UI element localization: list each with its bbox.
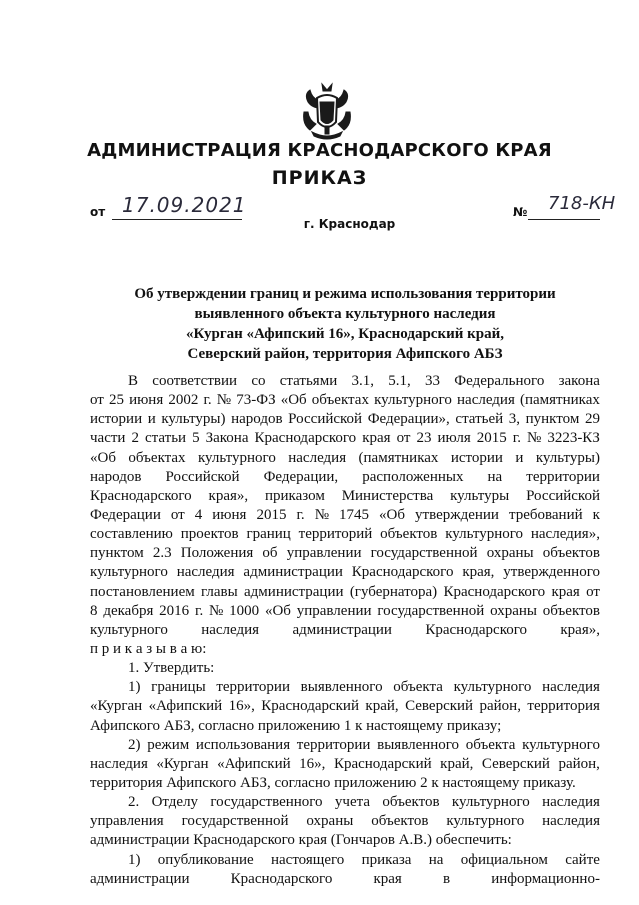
body-word: район,: [479, 698, 521, 715]
title-line: Об утверждении границ и режима использования территории: [134, 286, 556, 302]
body-word: объектах: [128, 449, 186, 466]
body-line: [90, 563, 600, 582]
body-word: администрации: [90, 870, 190, 887]
date-label: от: [90, 205, 106, 219]
body-word: Краснодарский: [333, 755, 432, 772]
body-word: «Об: [90, 449, 116, 466]
body-word: управлении: [286, 545, 362, 562]
body-line: [90, 602, 600, 621]
body-line: [90, 717, 600, 736]
body-word: и: [147, 411, 156, 428]
body-line: [90, 755, 600, 774]
body-line: [90, 487, 600, 506]
body-word: район,: [558, 755, 600, 772]
body-word: объектов: [380, 526, 438, 543]
body-line: [90, 793, 600, 812]
body-word: Федерации: [90, 506, 161, 523]
body-word: г.: [203, 392, 212, 409]
body-word: Краснодарского: [351, 564, 454, 581]
body-line-text: 1. Утвердить:: [128, 660, 215, 677]
body-word: наследия: [542, 794, 600, 811]
body-word: культурного: [451, 794, 530, 811]
body-word: приказом: [265, 487, 325, 504]
body-word: 2016: [159, 602, 190, 619]
body-word: главы: [201, 583, 238, 600]
body-word: 33: [425, 373, 441, 389]
body-word: со: [251, 373, 266, 389]
body-word: 3.1,: [351, 373, 374, 389]
body-word: постановлением: [90, 583, 195, 600]
body-word: Положения: [180, 545, 254, 562]
body-word: 1): [128, 851, 141, 868]
body-word: объекта: [465, 736, 516, 753]
body-word: составлению: [90, 526, 173, 543]
body-word: утверждении: [415, 506, 499, 523]
body-word: государственного: [210, 794, 323, 811]
body-word: 2.3: [152, 545, 172, 562]
body-word: культурного: [446, 813, 525, 830]
body-word: народов: [231, 411, 283, 428]
body-word: настоящего: [270, 851, 345, 868]
body-word: администрации: [243, 564, 343, 581]
body-word: объекта: [393, 679, 443, 696]
body-word: 2: [131, 430, 139, 447]
body-word: №: [526, 430, 542, 447]
body-word: управлении: [296, 602, 372, 619]
body-word: расположенных: [362, 468, 464, 485]
body-word: статьи: [144, 430, 187, 447]
body-word: пунктом: [90, 545, 144, 562]
body-word: 2015: [476, 430, 507, 447]
body-word: №: [209, 602, 224, 619]
title-line: «Курган «Афипский 16», Краснодарский край,: [185, 326, 505, 342]
body-line: [90, 391, 600, 410]
body-word: наследия: [542, 813, 600, 830]
body-word: 2002: [168, 392, 199, 409]
body-word: 16»,: [299, 755, 326, 772]
body-line: [90, 812, 600, 831]
body-word: г.: [296, 506, 305, 523]
body-line: [90, 774, 600, 793]
body-word: Отделу: [151, 794, 199, 811]
body-word: культурного: [522, 736, 600, 753]
body-word: июня: [129, 392, 164, 409]
body-word: режим: [147, 736, 190, 753]
body-word: границ: [246, 526, 291, 543]
body-word: официальном: [460, 851, 548, 868]
body-word: государственной: [370, 545, 478, 562]
body-line: [90, 429, 600, 448]
body-word: культурного: [453, 679, 532, 696]
body-line: [90, 449, 600, 468]
body-word: Российской: [288, 411, 363, 428]
body-word: опубликование: [157, 851, 254, 868]
body-line: [90, 544, 600, 563]
body-word: 5: [192, 430, 200, 447]
body-word: 73-ФЗ: [236, 392, 276, 409]
body-word: от: [170, 506, 185, 523]
body-word: от: [586, 583, 600, 600]
body-word: администрации: [244, 583, 344, 600]
body-word: наследия»,: [530, 526, 600, 543]
body-word: Федерального: [454, 373, 545, 389]
body-word: культурного: [374, 392, 452, 409]
body-line: [90, 410, 600, 429]
title-line: выявленного объекта культурного наследия: [194, 306, 496, 322]
body-word: (памятниках: [519, 392, 600, 409]
body-word: управления: [90, 813, 164, 830]
body-line: [90, 372, 600, 391]
body-word: 25: [108, 392, 124, 409]
body-word: края: [551, 583, 580, 600]
body-word: администрации: [292, 621, 392, 638]
body-line: [90, 678, 600, 697]
body-word: информационно-: [491, 870, 600, 887]
body-line: [90, 525, 600, 544]
body-word: наследия: [176, 564, 235, 581]
body-word: Краснодарский: [261, 698, 359, 715]
body-word: Краснодарского: [90, 487, 192, 504]
body-word: Северский: [405, 698, 474, 715]
body-word: соответствии: [152, 373, 238, 389]
body-word: Краснодарского: [230, 870, 333, 887]
body-word: культурного: [445, 526, 524, 543]
body-word: 3,: [508, 411, 521, 428]
body-word: охраны: [486, 545, 534, 562]
body-word: (памятниках: [358, 449, 439, 466]
body-word: июня: [212, 506, 247, 523]
body-word: 3223-КЗ: [547, 430, 600, 447]
body-word: №: [314, 506, 329, 523]
body-word: 29: [584, 411, 600, 428]
title-line: Северский район, территория Афипского АБЗ: [187, 346, 503, 362]
body-line-text: администрации Краснодарского края (Гончаров А.В.) обеспечить:: [90, 832, 512, 849]
body-word: и: [515, 449, 524, 466]
body-word: июля: [437, 430, 471, 447]
body-word: объектов: [371, 813, 429, 830]
body-word: территорий: [298, 526, 373, 543]
order-body: [90, 372, 600, 889]
body-word: использования: [195, 736, 291, 753]
body-word: границы: [151, 679, 206, 696]
body-word: части: [90, 430, 126, 447]
body-line: [90, 659, 600, 678]
body-word: края»,: [208, 487, 249, 504]
body-line: [90, 697, 600, 716]
body-line: [90, 621, 600, 640]
body-line: [90, 506, 600, 525]
body-word: культурного: [197, 449, 276, 466]
body-line-text: территория Афипского АБЗ, согласно приложению 2 к настоящему приказу.: [90, 774, 576, 791]
order-title: [90, 284, 600, 364]
body-word: на: [487, 468, 503, 485]
body-word: «Курган: [156, 755, 209, 772]
body-word: территории: [296, 736, 371, 753]
body-line: [90, 851, 600, 870]
body-word: объектов: [382, 794, 440, 811]
body-word: Федерации»,: [367, 411, 450, 428]
body-word: «Афипский: [217, 755, 291, 772]
body-word: проектов: [180, 526, 239, 543]
body-line-text: п р и к а з ы в а ю:: [90, 640, 207, 657]
body-word: №: [216, 392, 232, 409]
body-word: края: [362, 430, 391, 447]
body-word: объектов: [542, 545, 600, 562]
body-word: требований: [508, 506, 583, 523]
body-line: [90, 831, 600, 850]
body-word: 23: [416, 430, 432, 447]
body-word: 2015: [256, 506, 287, 523]
body-line: [90, 468, 600, 487]
body-word: 4: [194, 506, 203, 523]
body-line: [90, 583, 600, 602]
body-word: Российской: [165, 468, 240, 485]
body-word: В: [128, 373, 139, 389]
body-word: 8: [90, 602, 98, 619]
body-word: утвержденного: [503, 564, 600, 581]
body-word: Министерства: [341, 487, 434, 504]
body-word: территории: [216, 679, 290, 696]
body-word: объектах: [311, 392, 369, 409]
body-word: истории: [450, 449, 503, 466]
body-word: наследия: [457, 392, 515, 409]
body-word: 2): [128, 736, 141, 753]
body-word: наследия: [542, 679, 600, 696]
city-name: г. Краснодар: [303, 217, 396, 231]
body-word: наследия: [288, 449, 347, 466]
body-word: культурного: [90, 564, 168, 581]
body-word: культуры): [161, 411, 226, 428]
body-line: [90, 736, 600, 755]
body-word: выявленного: [377, 736, 460, 753]
body-word: закона: [558, 373, 600, 389]
body-line: [90, 640, 600, 659]
body-word: края»,: [560, 621, 600, 638]
body-word: Краснодарского: [425, 621, 527, 638]
body-word: края,: [462, 564, 495, 581]
coat-of-arms-emblem: [300, 82, 354, 140]
body-word: от: [396, 430, 411, 447]
body-word: «Афипский: [148, 698, 223, 715]
body-word: охраны: [306, 813, 354, 830]
body-word: охраны: [490, 602, 537, 619]
body-word: г.: [512, 430, 521, 447]
body-word: декабря: [103, 602, 154, 619]
organization-name: АДМИНИСТРАЦИЯ КРАСНОДАРСКОГО КРАЯ: [87, 140, 552, 161]
document-type: ПРИКАЗ: [271, 167, 368, 189]
body-word: 2.: [128, 794, 140, 811]
body-word: 1745: [339, 506, 370, 523]
body-word: статьями: [279, 373, 338, 389]
body-word: культуры): [535, 449, 600, 466]
number-label: №: [513, 205, 528, 219]
body-word: «Об: [379, 506, 405, 523]
body-word: край,: [365, 698, 399, 715]
body-word: государственной: [377, 602, 485, 619]
body-word: Федерации,: [263, 468, 339, 485]
body-word: народов: [90, 468, 142, 485]
body-word: статьей: [455, 411, 504, 428]
body-word: г.: [194, 602, 204, 619]
body-line-text: Афипского АБЗ, согласно приложению 1 к настоящему приказу;: [90, 717, 502, 734]
body-word: 1000: [229, 602, 260, 619]
body-word: край,: [440, 755, 474, 772]
body-word: сайте: [565, 851, 600, 868]
body-line: [90, 870, 600, 889]
body-word: от: [90, 392, 104, 409]
body-word: учета: [334, 794, 371, 811]
body-word: Краснодарского: [254, 430, 357, 447]
body-word: в: [443, 870, 451, 887]
body-word: 1): [128, 679, 141, 696]
body-word: приказа: [361, 851, 412, 868]
body-word: Закона: [205, 430, 249, 447]
body-word: культурного: [90, 621, 168, 638]
body-word: Северский: [481, 755, 550, 772]
body-word: истории: [90, 411, 143, 428]
body-word: выявленного: [300, 679, 383, 696]
body-word: наследия: [90, 755, 148, 772]
handwritten-date: 17.09.2021: [122, 193, 247, 217]
handwritten-number: 718-КН: [548, 193, 616, 214]
body-word: 5.1,: [388, 373, 411, 389]
body-word: пунктом: [525, 411, 580, 428]
body-word: (губернатора): [349, 583, 438, 600]
body-word: территория: [527, 698, 600, 715]
body-word: на: [428, 851, 444, 868]
body-word: «Курган: [90, 698, 143, 715]
body-word: государственной: [181, 813, 289, 830]
body-word: территории: [526, 468, 600, 485]
body-word: культуры: [450, 487, 510, 504]
body-word: об: [262, 545, 278, 562]
body-word: наследия: [201, 621, 260, 638]
body-word: к: [592, 506, 600, 523]
body-word: Российской: [526, 487, 600, 504]
body-word: Краснодарского: [443, 583, 546, 600]
body-word: края: [373, 870, 402, 887]
body-word: 16»,: [228, 698, 255, 715]
body-word: «Об: [264, 602, 291, 619]
body-word: объектов: [542, 602, 600, 619]
body-word: «Об: [280, 392, 307, 409]
